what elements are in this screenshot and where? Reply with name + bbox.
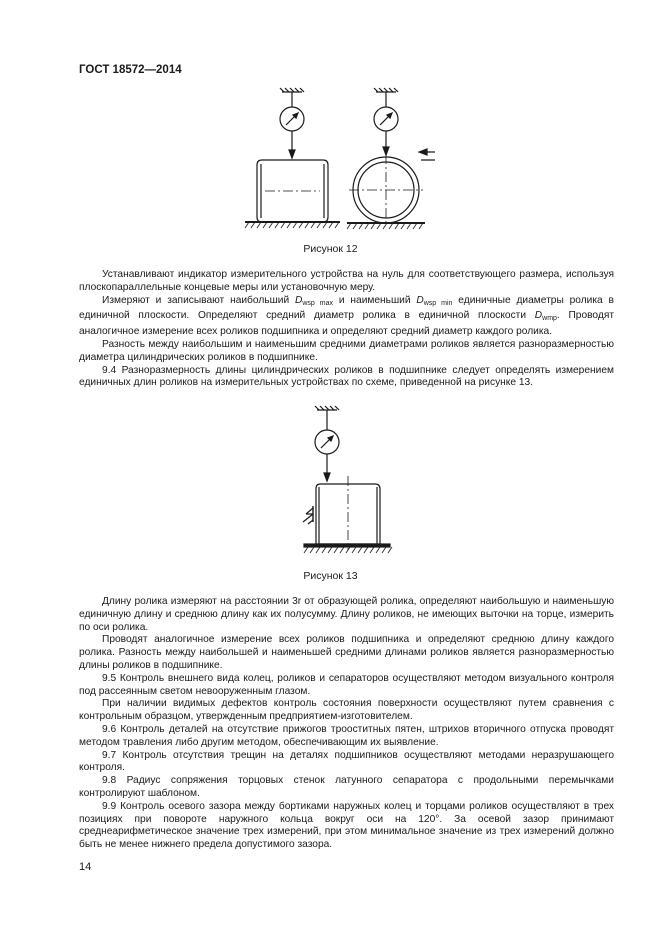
paragraph: 9.9 Контроль осевого зазора между бортиками наружных колец и торцами роликов осуществляют в трех позициях при повороте наружного кольца вокруг оси на 120°. За осевой зазор принимают среднеарифметическое значение трех измерений, при этом минимальное значение из трех измерений должно быть не менее нижнего предела допустимого зазора. — [79, 800, 614, 851]
measure-paragraph — [79, 295, 614, 339]
symbol-d: D — [416, 294, 424, 306]
symbol-d: D — [295, 294, 303, 306]
text-span: . Проводят аналогичное измерение всех роликов подшипника и определяют средний диаметр каждого ролика. — [79, 310, 614, 338]
paragraph: 9.5 Контроль внешнего вида колец, роликов и сепараторов осуществляют методом визуального контроля под рассеянным светом невооруженным глазом. — [79, 672, 614, 697]
paragraph: При наличии видимых дефектов контроль состояния поверхности осуществляют путем сравнения с контрольным образцом, утвержденным предприятием-изготовителем. — [79, 698, 614, 723]
paragraph: Проводят аналогичное измерение всех роликов подшипника и определяют среднюю длину каждого ролика. Разность между наибольшей и наименьшей средними длинами роликов является разноразмерностью длины роликов в подшипнике. — [79, 634, 614, 671]
standard-header: ГОСТ 18572—2014 — [79, 64, 182, 76]
subscript: wsp min — [423, 299, 453, 307]
paragraph: 9.7 Контроль отсутствия трещин на деталях подшипников осуществляют методами неразрушающего контроля. — [79, 749, 614, 774]
paragraph: Устанавливают индикатор измерительного устройства на нуль для соответствующего размера, используя плоскопараллельные концевые меры или установочную меру. — [79, 269, 614, 293]
paragraph: 9.4 Разноразмерность длины цилиндрических роликов в подшипнике следует определять измерением единичных длин роликов на измерительных устройствах по схеме, приведенной на рисунке 13. — [79, 364, 614, 389]
page-number: 14 — [79, 861, 92, 873]
paragraph: Длину ролика измеряют на расстоянии 3r от образующей ролика, определяют наибольшую и наименьшую единичную длину и среднюю длину как их полусумму. Длину роликов, не имеющих выточки на торце, измерить по оси ролика. — [79, 596, 614, 633]
figure-12 — [235, 80, 435, 240]
subscript: wsp max — [302, 299, 333, 307]
text-span: и наименьший — [333, 294, 417, 306]
text-block-2 — [79, 596, 614, 852]
symbol-d: D — [534, 310, 543, 322]
text-block-1 — [79, 269, 614, 390]
figure-13 — [290, 402, 410, 562]
paragraph: 9.8 Радиус сопряжения торцовых стенок латунного сепаратора с продольными перемычками контролируют шаблоном. — [79, 775, 614, 799]
paragraph: Разность между наибольшим и наименьшим средними диаметрами роликов является разноразмерностью диаметра цилиндрических роликов в подшипнике. — [79, 338, 614, 363]
figure-13-caption: Рисунок 13 — [303, 570, 358, 582]
text-span: Измеряют и записывают наибольший — [102, 294, 295, 306]
text-span: единичные диаметры ролика в единичной плоскости. Определяют средний диаметр ролика в единичной плоскости — [79, 294, 614, 322]
paragraph: 9.6 Контроль деталей на отсутствие прижогов трооститных пятен, штрихов вторичного отпуска проводят методом травления либо другим методом, обеспечивающим их выявление. — [79, 723, 614, 748]
figure-12-caption: Рисунок 12 — [303, 243, 358, 255]
subscript: wmp — [542, 315, 557, 323]
